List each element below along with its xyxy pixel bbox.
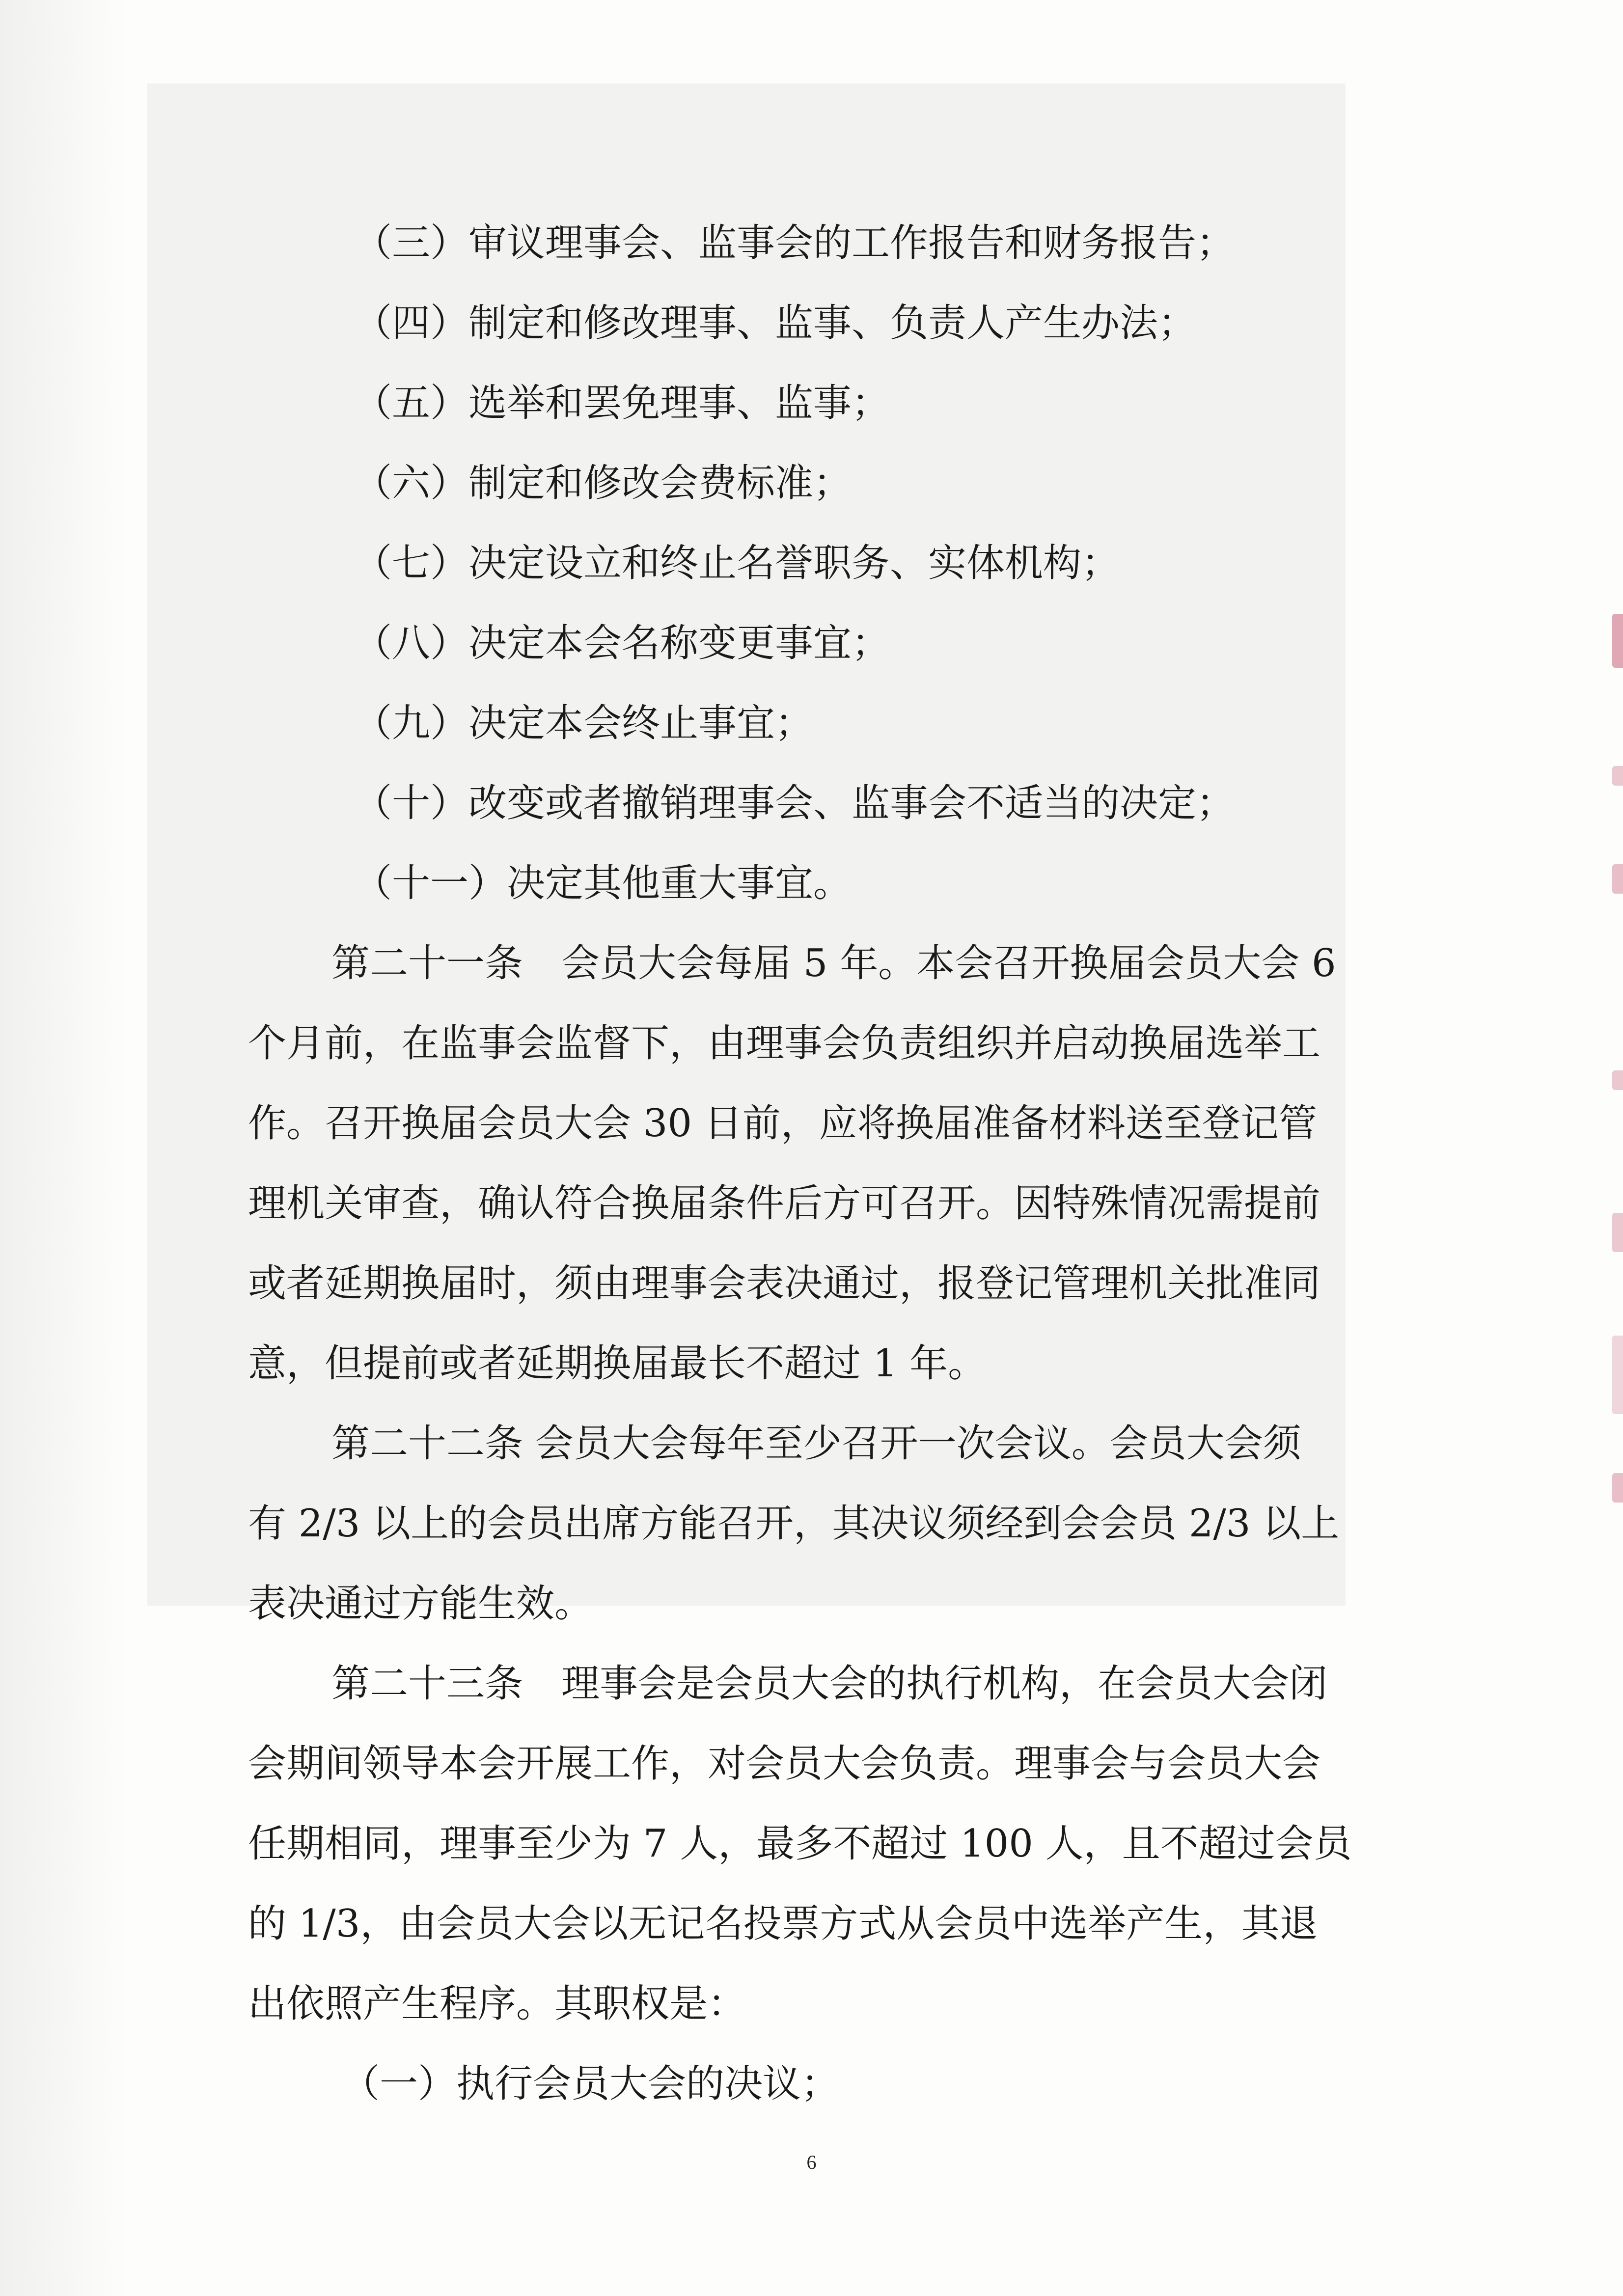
list-item: （六）制定和修改会费标准； <box>354 461 852 505</box>
article-22-line: 有 2/3 以上的会员出席方能召开，其决议须经到会会员 2/3 以上 <box>248 1502 1340 1546</box>
list-item: （七）决定设立和终止名誉职务、实体机构； <box>354 541 1120 585</box>
article-23-line: 的 1/3，由会员大会以无记名投票方式从会员中选举产生，其退 <box>248 1902 1318 1946</box>
article-22-line: 表决通过方能生效。 <box>248 1582 593 1626</box>
seal-fragment-mark <box>1612 766 1623 786</box>
article-23-line: 出依照产生程序。其职权是： <box>248 1982 746 2026</box>
list-item: （九）决定本会终止事宜； <box>354 701 814 745</box>
seal-fragment-mark <box>1612 1336 1623 1414</box>
document-body <box>248 204 1392 2125</box>
article-21-line: 个月前，在监事会监督下，由理事会负责组织并启动换届选举工 <box>248 1021 1321 1066</box>
article-21-line: 或者延期换届时，须由理事会表决通过，报登记管理机关批准同 <box>248 1261 1321 1306</box>
list-item: （一）执行会员大会的决议； <box>341 2062 840 2106</box>
list-item: （四）制定和修改理事、监事、负责人产生办法； <box>354 301 1197 345</box>
article-21-line: 第二十一条 会员大会每届 5 年。本会召开换届会员大会 6 <box>331 941 1336 985</box>
article-23-line: 任期相同，理事至少为 7 人，最多不超过 100 人，且不超过会员 <box>248 1822 1352 1866</box>
list-item: （五）选举和罢免理事、监事； <box>354 381 890 425</box>
article-21-line: 作。召开换届会员大会 30 日前，应将换届准备材料送至登记管 <box>248 1101 1317 1146</box>
page-number: 6 <box>806 2151 817 2173</box>
list-item: （十）改变或者撤销理事会、监事会不适当的决定； <box>354 781 1235 825</box>
seal-fragment-mark <box>1612 1213 1623 1252</box>
article-23-line: 会期间领导本会开展工作，对会员大会负责。理事会与会员大会 <box>248 1742 1321 1786</box>
article-21-line: 理机关审查，确认符合换届条件后方可召开。因特殊情况需提前 <box>248 1181 1321 1226</box>
seal-fragment-mark <box>1612 864 1623 894</box>
list-item: （八）决定本会名称变更事宜； <box>354 621 890 665</box>
list-item: （三）审议理事会、监事会的工作报告和财务报告； <box>354 221 1235 265</box>
seal-fragment-mark <box>1612 614 1623 668</box>
seal-fragment-mark <box>1612 1070 1623 1090</box>
article-23-line: 第二十三条 理事会是会员大会的执行机构，在会员大会闭 <box>331 1662 1328 1706</box>
list-item: （十一）决定其他重大事宜。 <box>354 861 852 905</box>
seal-fragment-mark <box>1612 1473 1623 1503</box>
article-22-line: 第二十二条 会员大会每年至少召开一次会议。会员大会须 <box>331 1421 1301 1466</box>
article-21-line: 意，但提前或者延期换届最长不超过 1 年。 <box>248 1341 987 1386</box>
scan-edge-shadow <box>0 0 128 2296</box>
